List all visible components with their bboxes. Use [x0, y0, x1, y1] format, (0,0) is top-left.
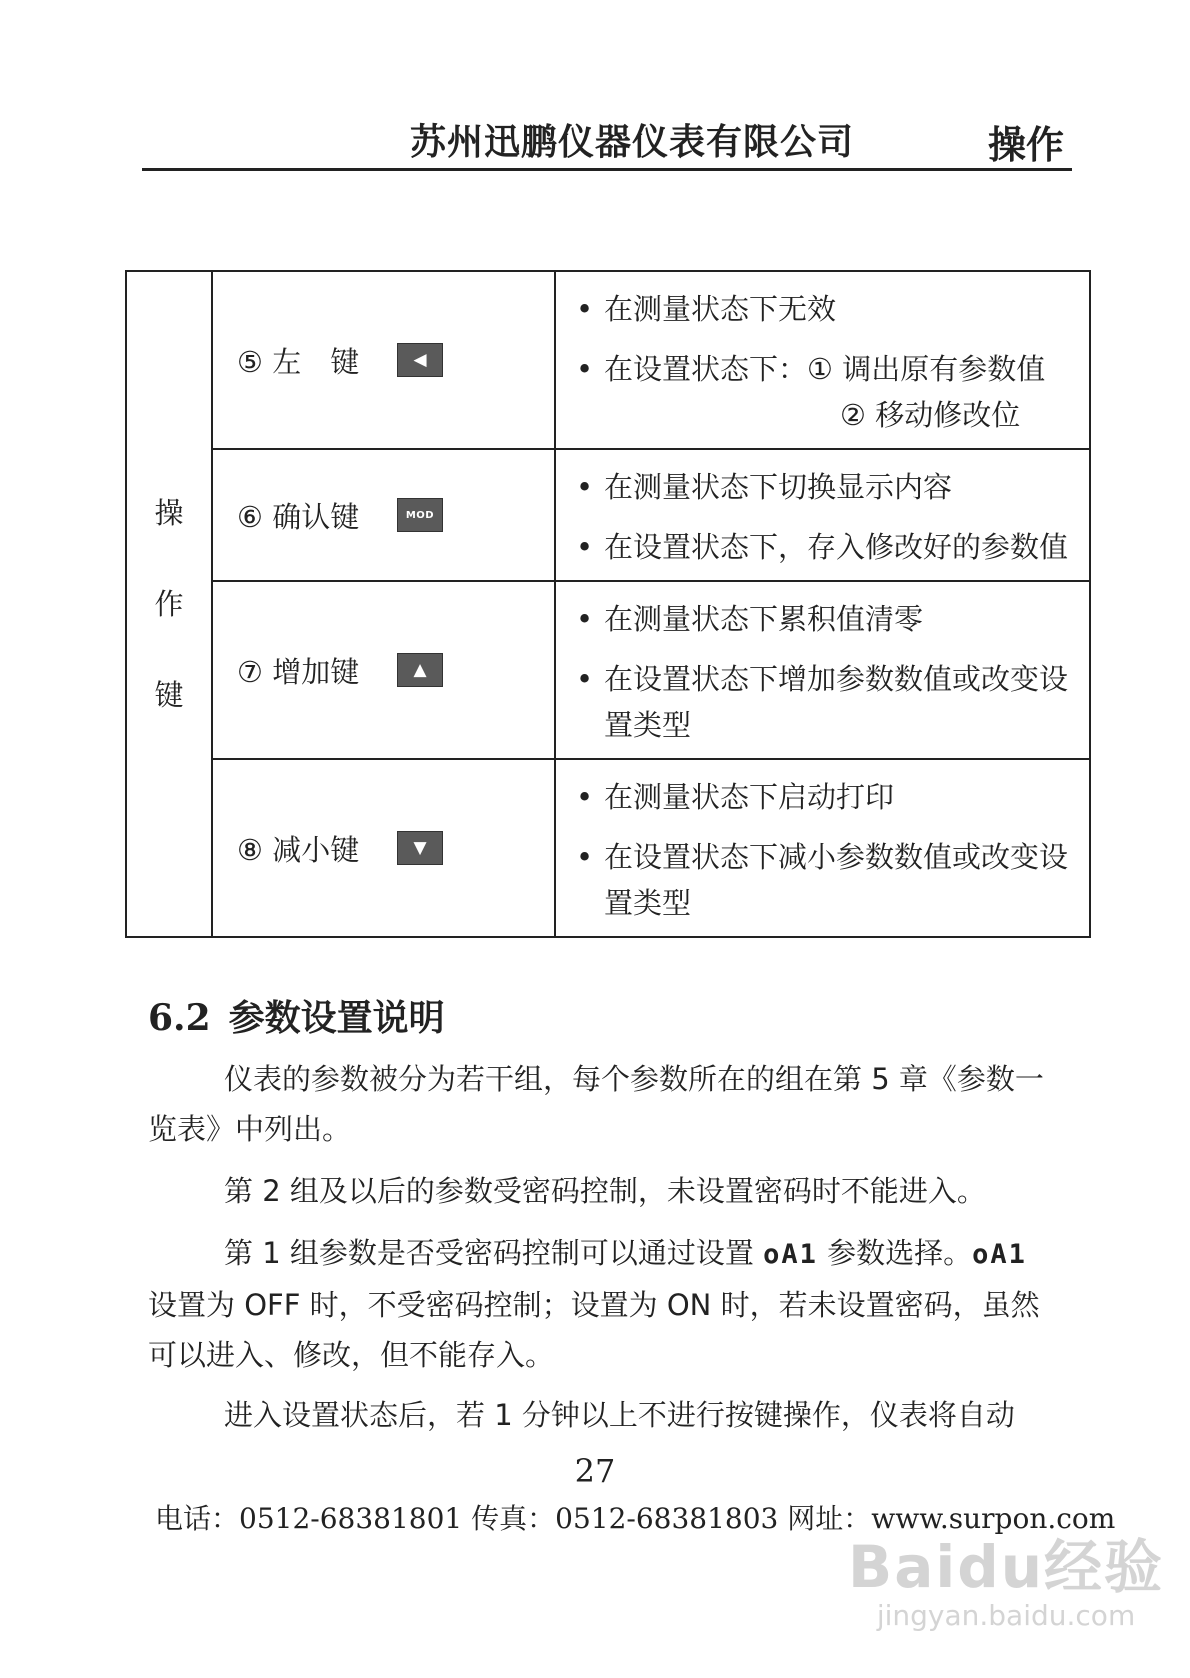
page-number: 27 — [574, 1452, 616, 1490]
page-header — [142, 110, 1072, 171]
down-arrow-icon: ▼ — [397, 831, 443, 865]
paragraph-3 — [148, 1228, 1048, 1380]
bullet-line: • 在测量状态下切换显示内容 — [576, 464, 1077, 510]
key-cell — [212, 759, 555, 937]
table-row — [126, 759, 1090, 937]
key-function-table — [125, 270, 1091, 938]
lcd-code: oA1 — [763, 1239, 818, 1270]
key-cell — [212, 449, 555, 581]
description-cell — [555, 271, 1090, 449]
description-cell — [555, 759, 1090, 937]
footer-contact: 电话：0512-68381801 传真：0512-68381803 网址：www.surpon.com — [155, 1502, 1116, 1535]
baidu-watermark — [848, 1535, 1164, 1633]
bullet-line: • 在设置状态下减小参数数值或改变设置类型 — [576, 834, 1077, 926]
watermark-url: jingyan.baidu.com — [876, 1599, 1136, 1632]
bullet-line: • 在设置状态下增加参数数值或改变设置类型 — [576, 656, 1077, 748]
description-cell — [555, 581, 1090, 759]
category-char: 作 — [154, 586, 184, 621]
table-row — [126, 271, 1090, 449]
left-arrow-icon: ◀ — [397, 343, 443, 377]
paragraph-4: 进入设置状态后，若 1 分钟以上不进行按键操作，仪表将自动 — [224, 1398, 1015, 1432]
key-label: ⑦ 增加键 — [237, 654, 360, 689]
paragraph-2: 第 2 组及以后的参数受密码控制，未设置密码时不能进入。 — [224, 1174, 986, 1208]
bullet-line: • 在测量状态下累积值清零 — [576, 596, 1077, 642]
watermark-logo: Baidu经验 — [848, 1533, 1165, 1601]
section-heading-title: 参数设置说明 — [228, 998, 445, 1039]
bullet-subline: ② 移动修改位 — [840, 398, 1021, 432]
section-title: 操作 — [987, 122, 1064, 167]
key-label: ⑥ 确认键 — [237, 499, 360, 534]
company-name: 苏州迅鹏仪器仪表有限公司 — [410, 121, 855, 163]
bullet-line: • 在设置状态下，存入修改好的参数值 — [576, 524, 1077, 570]
key-label: ⑧ 减小键 — [237, 832, 360, 867]
description-cell — [555, 449, 1090, 581]
key-cell — [212, 581, 555, 759]
paragraph-1: 仪表的参数被分为若干组，每个参数所在的组在第 5 章《参数一览表》中列出。 — [148, 1062, 1044, 1146]
paragraph-3-text-c: 设置为 OFF 时，不受密码控制；设置为 ON 时，若未设置密码，虽然可以进入、修改，但不能存入。 — [148, 1288, 1040, 1372]
paragraph-3-text-b: 参数选择。 — [827, 1236, 973, 1270]
section-heading — [148, 990, 445, 1041]
up-arrow-icon: ▲ — [397, 653, 443, 687]
bullet-line: • 在设置状态下：① 调出原有参数值 — [576, 346, 1077, 392]
category-char: 操 — [154, 495, 184, 530]
paragraph-3-text-a: 第 1 组参数是否受密码控制可以通过设置 — [224, 1236, 754, 1270]
key-cell — [212, 271, 555, 449]
lcd-code: oA1 — [972, 1239, 1027, 1270]
key-label: ⑤ 左 键 — [237, 344, 360, 379]
table-row — [126, 449, 1090, 581]
mod-key-icon: MOD — [397, 498, 443, 532]
category-char: 键 — [154, 677, 184, 712]
table-row — [126, 581, 1090, 759]
category-cell — [126, 271, 212, 937]
bullet-line: • 在测量状态下启动打印 — [576, 774, 1077, 820]
section-number: 6.2 — [148, 997, 211, 1039]
bullet-line: • 在测量状态下无效 — [576, 286, 1077, 332]
